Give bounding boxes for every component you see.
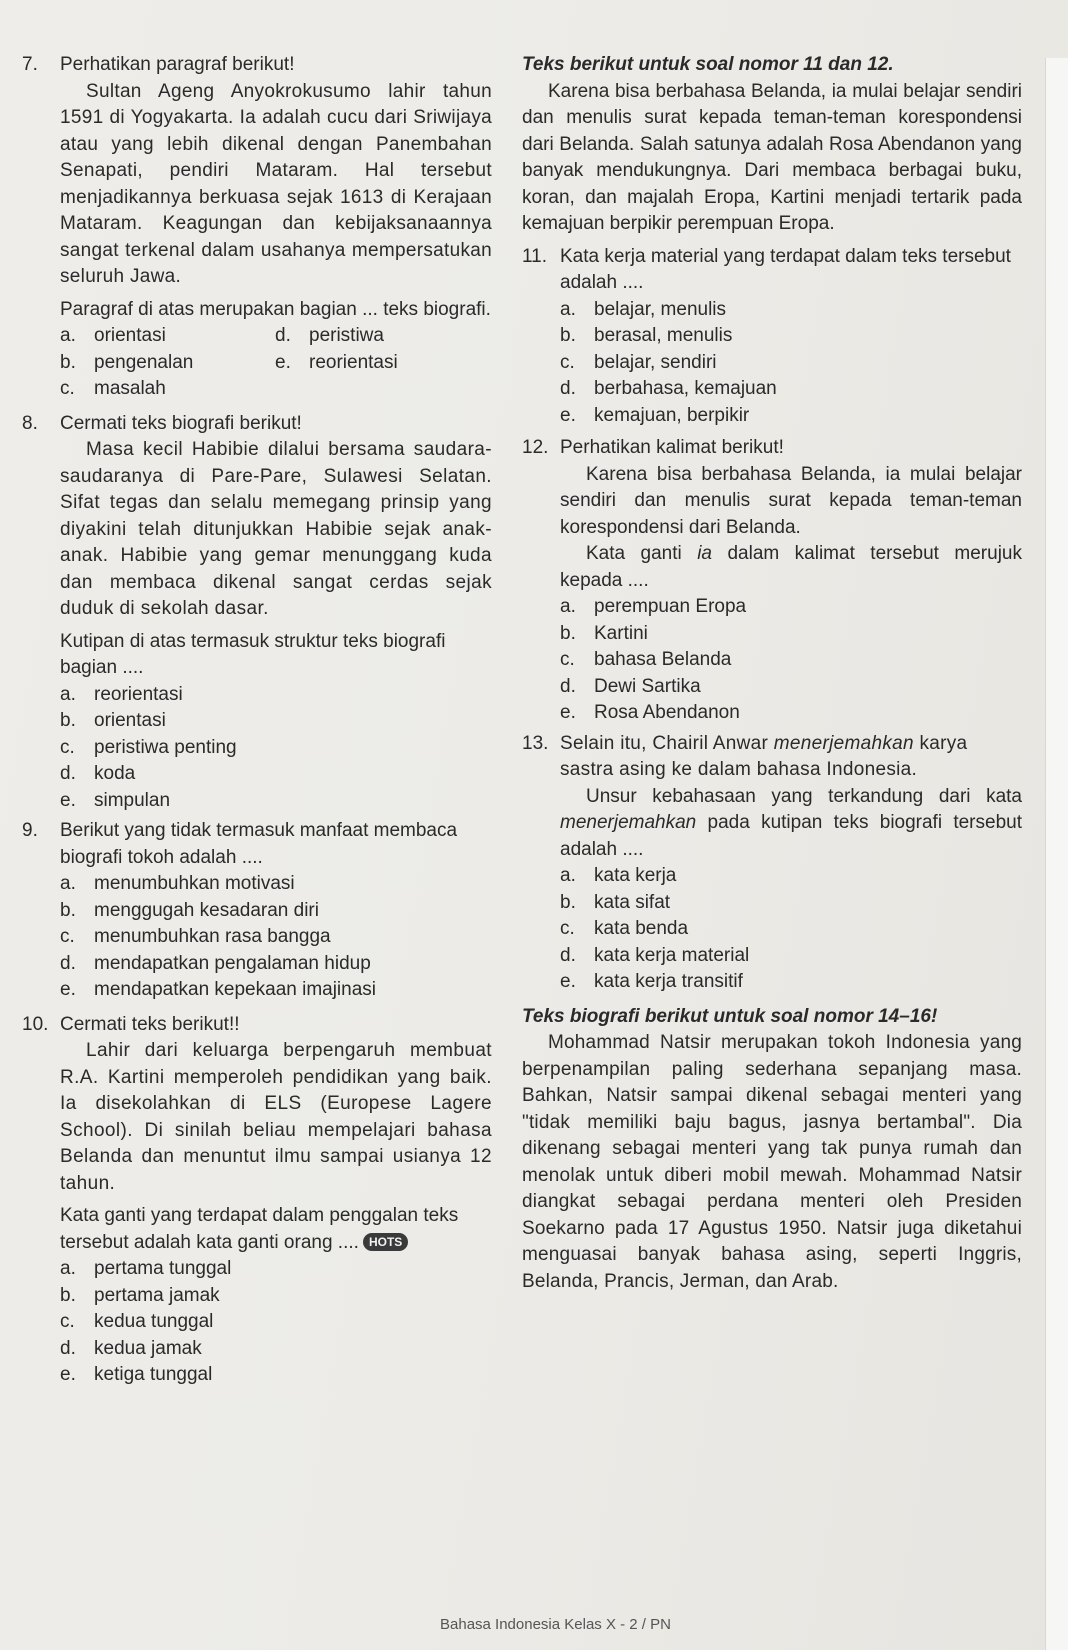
option-d[interactable]: d. kedua jamak	[60, 1337, 202, 1359]
question-prompt: Cermati teks berikut!!	[60, 1013, 240, 1035]
option-b[interactable]: b. pengenalan	[60, 351, 194, 373]
option-d[interactable]: d. peristiwa	[275, 325, 384, 346]
option-d[interactable]: d. berbahasa, kemajuan	[560, 378, 777, 399]
option-c[interactable]: c. masalah	[60, 378, 166, 399]
question-number: 11.	[522, 245, 548, 267]
passage-heading-14-16: Teks biografi berikut untuk soal nomor 14–16!	[522, 1005, 938, 1027]
option-a[interactable]: a. kata kerja	[560, 865, 677, 886]
option-a[interactable]: a. orientasi	[60, 325, 166, 346]
option-d[interactable]: d. kata kerja material	[560, 944, 750, 966]
options	[560, 297, 1022, 430]
options	[60, 682, 492, 815]
option-c[interactable]: c. belajar, sendiri	[560, 351, 717, 373]
option-e[interactable]: e. kemajuan, berpikir	[560, 404, 750, 426]
option-e[interactable]: e. simpulan	[60, 789, 171, 811]
options	[60, 871, 492, 1004]
option-c[interactable]: c. bahasa Belanda	[560, 649, 732, 670]
question-number: 8.	[22, 412, 38, 434]
option-a[interactable]: a. perempuan Eropa	[560, 596, 747, 617]
option-c[interactable]: c. peristiwa penting	[60, 736, 237, 758]
question-number: 9.	[22, 820, 38, 841]
options	[560, 863, 1022, 996]
page-footer: Bahasa Indonesia Kelas X - 2 / PN	[440, 1616, 671, 1633]
question-11	[522, 244, 1022, 430]
option-e[interactable]: e. reorientasi	[275, 351, 398, 373]
option-a[interactable]: a. pertama tunggal	[60, 1258, 232, 1279]
passage-heading-11-12: Teks berikut untuk soal nomor 11 dan 12.	[522, 54, 894, 75]
question-text: Kata kerja material yang terdapat dalam teks tersebut adalah ....	[560, 245, 1011, 293]
options	[60, 323, 492, 403]
question-text: Kutipan di atas termasuk struktur teks biografi bagian ....	[60, 630, 446, 678]
quoted-sentence: Selain itu, Chairil Anwar menerjemahkan karya sastra asing ke dalam bahasa Indonesia.	[560, 732, 968, 780]
question-prompt: Cermati teks biografi berikut!	[60, 412, 302, 434]
option-d[interactable]: d. mendapatkan pengalaman hidup	[60, 952, 371, 974]
options	[560, 594, 1022, 727]
option-b[interactable]: b. pertama jamak	[60, 1284, 220, 1306]
question-7	[22, 52, 492, 403]
left-column	[22, 52, 492, 1389]
option-e[interactable]: e. mendapatkan kepekaan imajinasi	[60, 979, 377, 1000]
option-a[interactable]: a. belajar, menulis	[560, 298, 727, 320]
passage: Lahir dari keluarga berpengaruh membuat R.A. Kartini memperoleh pendidikan yang baik. Ia disekolahkan di ELS (Europese Lagere School). Di sinilah beliau mempelajari bahasa Belanda dan menuntut ilmu sampai usianya 12 tahun.	[60, 1040, 492, 1194]
question-12	[522, 435, 1022, 727]
option-c[interactable]: c. kedua tunggal	[60, 1311, 214, 1332]
option-b[interactable]: b. orientasi	[60, 710, 166, 731]
option-e[interactable]: e. ketiga tunggal	[60, 1364, 213, 1385]
option-e[interactable]: e. Rosa Abendanon	[560, 702, 740, 723]
hots-badge: HOTS	[363, 1233, 408, 1251]
options	[60, 1256, 492, 1389]
option-b[interactable]: b. kata sifat	[560, 891, 671, 913]
passage: Masa kecil Habibie dilalui bersama saudara-saudaranya di Pare-Pare, Sulawesi Selatan. Sifat tegas dan selalu memegang prinsip yang diyakini telah ditunjukkan Habibie sejak anak-anak. Habibie yang gemar menunggang kuda dan membaca dikenal sangat cerdas sejak duduk di sekolah dasar.	[60, 439, 492, 619]
question-prompt: Perhatikan paragraf berikut!	[60, 54, 295, 75]
question-text: Kata ganti yang terdapat dalam penggalan teks tersebut adalah kata ganti orang .... HOTS	[60, 1205, 459, 1253]
option-e[interactable]: e. kata kerja transitif	[560, 971, 743, 992]
option-c[interactable]: c. menumbuhkan rasa bangga	[60, 926, 331, 947]
right-column	[522, 52, 1022, 1295]
option-a[interactable]: a. menumbuhkan motivasi	[60, 873, 295, 894]
question-8	[22, 411, 492, 815]
option-c[interactable]: c. kata benda	[560, 918, 689, 939]
passage-14-16: Mohammad Natsir merupakan tokoh Indonesia yang berpenampilan paling sederhana sepanjang masa. Bahkan, Natsir sampai dikenal sebagai menteri yang "tidak memiliki baju bagus, jasnya bertambal". Dia dikenang sebagai menteri yang tak punya rumah dan menolak untuk diberi mobil mewah. Mohammad Natsir diangkat sebagai perdana menteri oleh Presiden Soekarno pada 17 Agustus 1950. Natsir juga diketahui menguasai banyak bahasa asing, seperti Inggris, Belanda, Prancis, Jerman, dan Arab.	[522, 1032, 1022, 1292]
option-b[interactable]: b. berasal, menulis	[560, 325, 733, 346]
option-d[interactable]: d. Dewi Sartika	[560, 675, 701, 697]
option-d[interactable]: d. koda	[60, 763, 136, 784]
question-9	[22, 818, 492, 1004]
option-a[interactable]: a. reorientasi	[60, 683, 183, 705]
question-13	[522, 731, 1022, 996]
question-number: 7.	[22, 54, 38, 75]
question-10	[22, 1012, 492, 1389]
question-text: Berikut yang tidak termasuk manfaat membaca biografi tokoh adalah ....	[60, 820, 458, 868]
passage-11-12: Karena bisa berbahasa Belanda, ia mulai belajar sendiri dan menulis surat kepada teman-teman korespondensi dari Belanda. Salah satunya adalah Rosa Abendanon yang banyak mendukungnya. Dari membaca berbagai buku, koran, dan majalah Eropa, Kartini menjadi tertarik pada kemajuan berpikir perempuan Eropa.	[522, 80, 1022, 234]
option-b[interactable]: b. Kartini	[560, 622, 648, 644]
question-prompt: Perhatikan kalimat berikut!	[560, 437, 784, 458]
adjacent-page-edge	[1045, 58, 1068, 1650]
question-number: 10.	[22, 1013, 49, 1035]
question-number: 12.	[522, 437, 549, 458]
question-text: Unsur kebahasaan yang terkandung dari kata menerjemahkan pada kutipan teks biografi tersebut adalah ....	[560, 785, 1022, 860]
quoted-sentence: Karena bisa berbahasa Belanda, ia mulai belajar sendiri dan menulis surat kepada teman-teman korespondensi dari Belanda.	[560, 463, 1022, 538]
question-text: Paragraf di atas merupakan bagian ... teks biografi.	[60, 298, 491, 320]
passage: Sultan Ageng Anyokrokusumo lahir tahun 1591 di Yogyakarta. Ia adalah cucu dari Sriwijaya atau yang lebih dikenal dengan Panembahan Senapati, pendiri Mataram. Hal tersebut menjadikannya berkuasa sejak 1613 di Kerajaan Mataram. Keagungan dan kebijaksanaannya sangat terkenal dalam usahanya mempersatukan seluruh Jawa.	[60, 80, 492, 287]
option-b[interactable]: b. menggugah kesadaran diri	[60, 899, 319, 921]
question-number: 13.	[522, 732, 549, 754]
question-text: Kata ganti ia dalam kalimat tersebut merujuk kepada ....	[560, 543, 1022, 591]
